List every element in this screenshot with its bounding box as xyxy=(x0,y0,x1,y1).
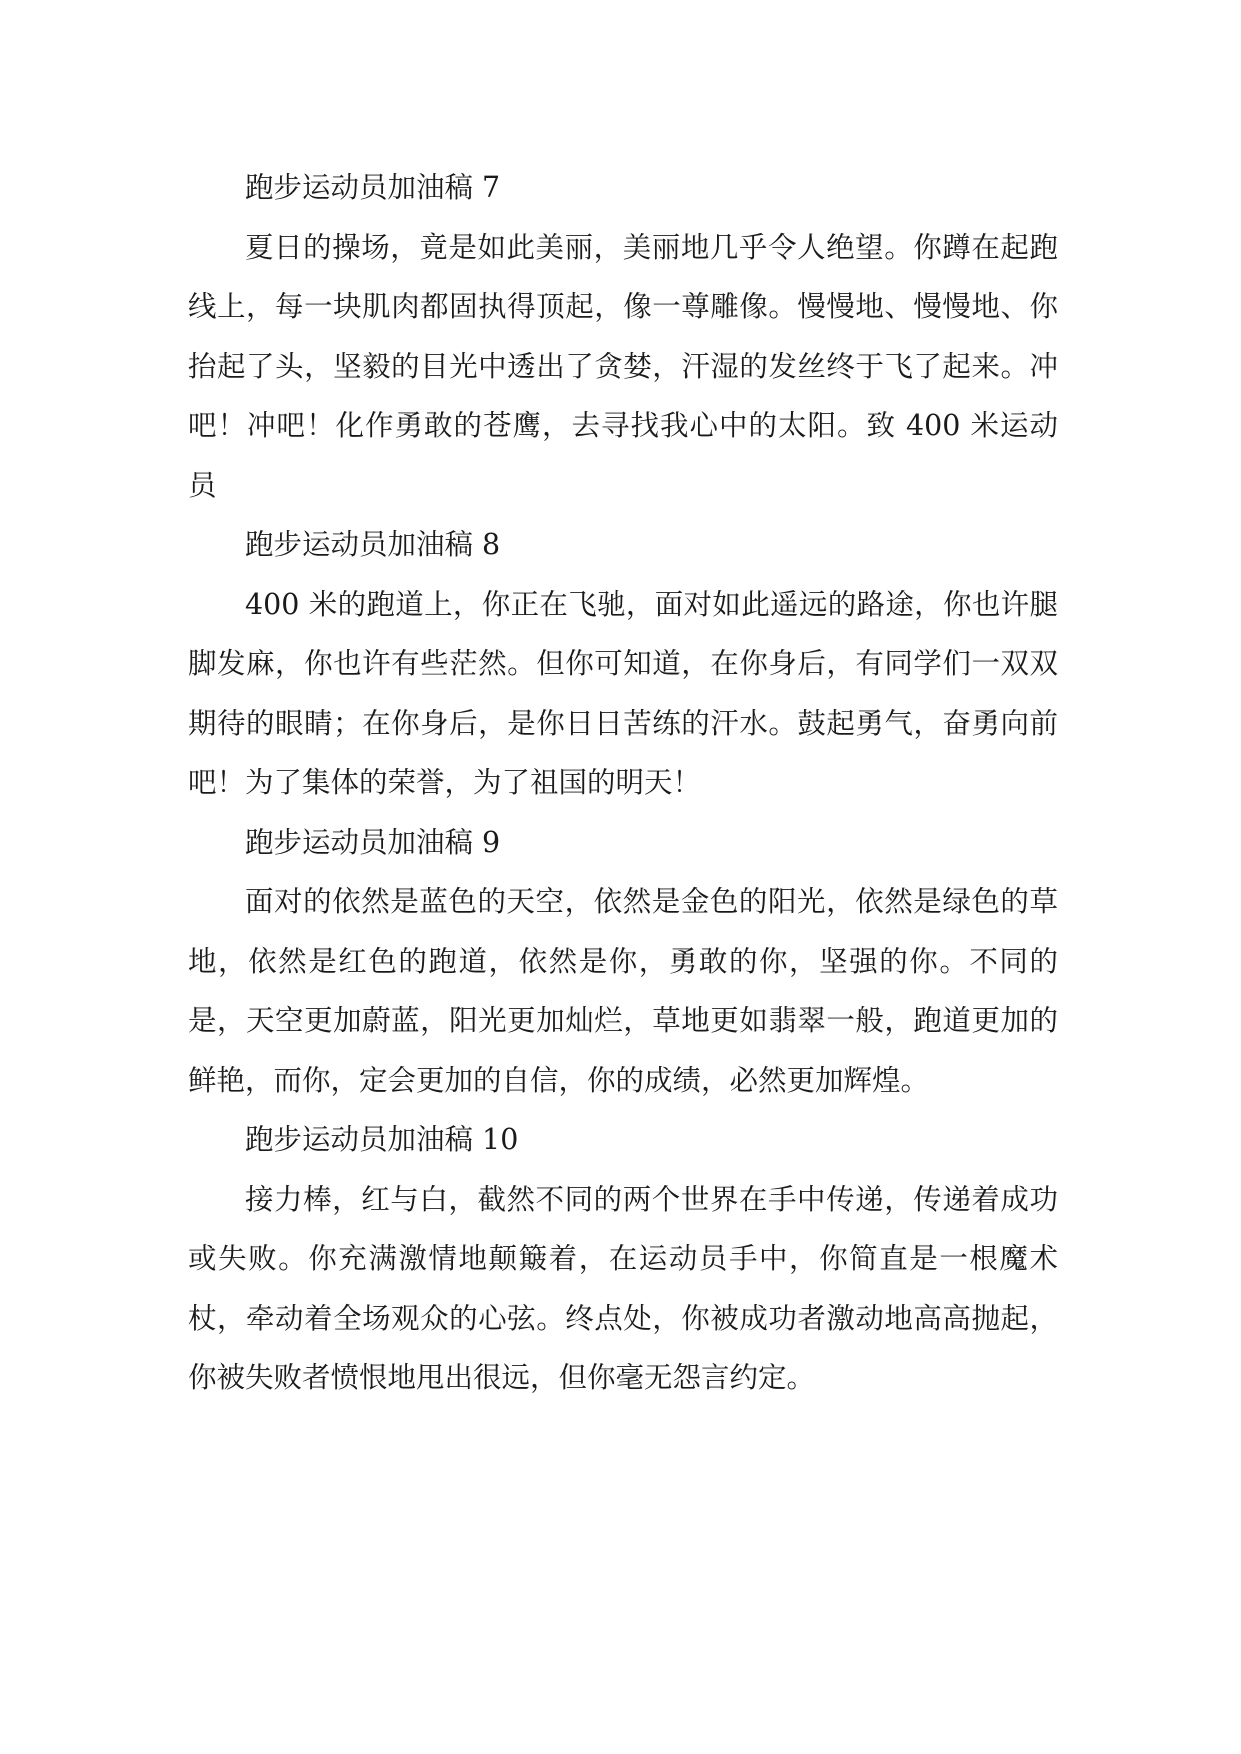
section-body-10: 接力棒，红与白，截然不同的两个世界在手中传递，传递着成功或失败。你充满激情地颠簸着，在运动员手中，你简直是一根魔术杖，牵动着全场观众的心弦。终点处，你被成功者激动地高高抛起，你被失败者愤恨地甩出很远，但你毫无怨言约定。 xyxy=(188,1182,1058,1394)
section-heading-10: 跑步运动员加油稿 10 xyxy=(245,1123,519,1156)
document-page xyxy=(188,158,1058,1408)
section-body-8: 400 米的跑道上，你正在飞驰，面对如此遥远的路途，你也许腿脚发麻，你也许有些茫然。但你可知道，在你身后，有同学们一双双期待的眼睛；在你身后，是你日日苦练的汗水。鼓起勇气，奋勇向前吧！为了集体的荣誉，为了祖国的明天！ xyxy=(188,587,1058,799)
section-body-9: 面对的依然是蓝色的天空，依然是金色的阳光，依然是绿色的草地，依然是红色的跑道，依然是你，勇敢的你，坚强的你。不同的是，天空更加蔚蓝，阳光更加灿烂，草地更如翡翠一般，跑道更加的鲜艳，而你，定会更加的自信，你的成绩，必然更加辉煌。 xyxy=(188,885,1058,1097)
section-heading-8: 跑步运动员加油稿 8 xyxy=(245,528,501,561)
section-body-7: 夏日的操场，竟是如此美丽，美丽地几乎令人绝望。你蹲在起跑线上，每一块肌肉都固执得顶起，像一尊雕像。慢慢地、慢慢地、你抬起了头，坚毅的目光中透出了贪婪，汗湿的发丝终于飞了起来。冲吧！冲吧！化作勇敢的苍鹰，去寻找我心中的太阳。致 400 米运动员 xyxy=(188,230,1058,502)
section-heading-7: 跑步运动员加油稿 7 xyxy=(245,171,501,204)
section-heading-9: 跑步运动员加油稿 9 xyxy=(245,825,501,859)
